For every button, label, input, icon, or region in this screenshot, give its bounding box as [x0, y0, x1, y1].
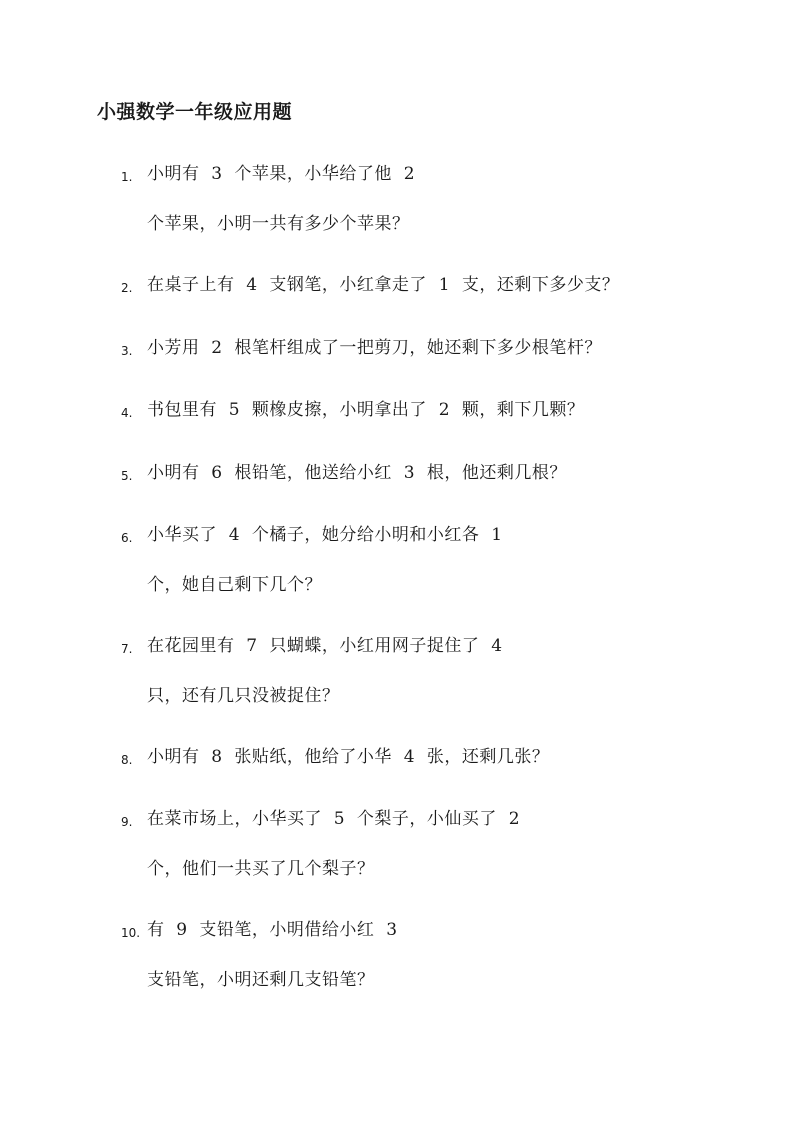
question-line: 支铅笔，小明还剩几支铅笔？ — [147, 970, 375, 990]
question-line: 个苹果，小明一共有多少个苹果？ — [147, 214, 410, 234]
question-number: 1. — [121, 170, 133, 184]
question-number: 2. — [121, 281, 133, 295]
question-line: 小华买了 4 个橘子，她分给小明和小红各 1 — [147, 525, 503, 545]
question-number: 9. — [121, 815, 133, 829]
question-line: 只，还有几只没被捉住？ — [147, 686, 340, 706]
question-line: 小明有 6 根铅笔，他送给小红 3 根，他还剩几根？ — [147, 463, 567, 483]
question-line: 有 9 支铅笔，小明借给小红 3 — [147, 920, 398, 940]
question-line: 在菜市场上，小华买了 5 个梨子，小仙买了 2 — [147, 809, 521, 829]
question-line: 个，她自己剩下几个？ — [147, 575, 322, 595]
question-line: 在花园里有 7 只蝴蝶，小红用网子捉住了 4 — [147, 636, 503, 656]
question-line: 在桌子上有 4 支钢笔，小红拿走了 1 支，还剩下多少支？ — [147, 275, 620, 295]
document-title: 小强数学一年级应用题 — [97, 101, 293, 123]
question-number: 3. — [121, 344, 133, 358]
question-number: 8. — [121, 753, 133, 767]
question-number: 4. — [121, 406, 133, 420]
question-line: 小明有 8 张贴纸，他给了小华 4 张，还剩几张？ — [147, 747, 550, 767]
question-line: 小芳用 2 根笔杆组成了一把剪刀，她还剩下多少根笔杆？ — [147, 338, 602, 358]
question-line: 小明有 3 个苹果，小华给了他 2 — [147, 164, 416, 184]
question-line: 书包里有 5 颗橡皮擦，小明拿出了 2 颗，剩下几颗？ — [147, 400, 585, 420]
question-number: 6. — [121, 531, 133, 545]
question-number: 7. — [121, 642, 133, 656]
question-number: 10. — [121, 926, 141, 940]
question-line: 个，他们一共买了几个梨子？ — [147, 859, 375, 879]
question-number: 5. — [121, 469, 133, 483]
